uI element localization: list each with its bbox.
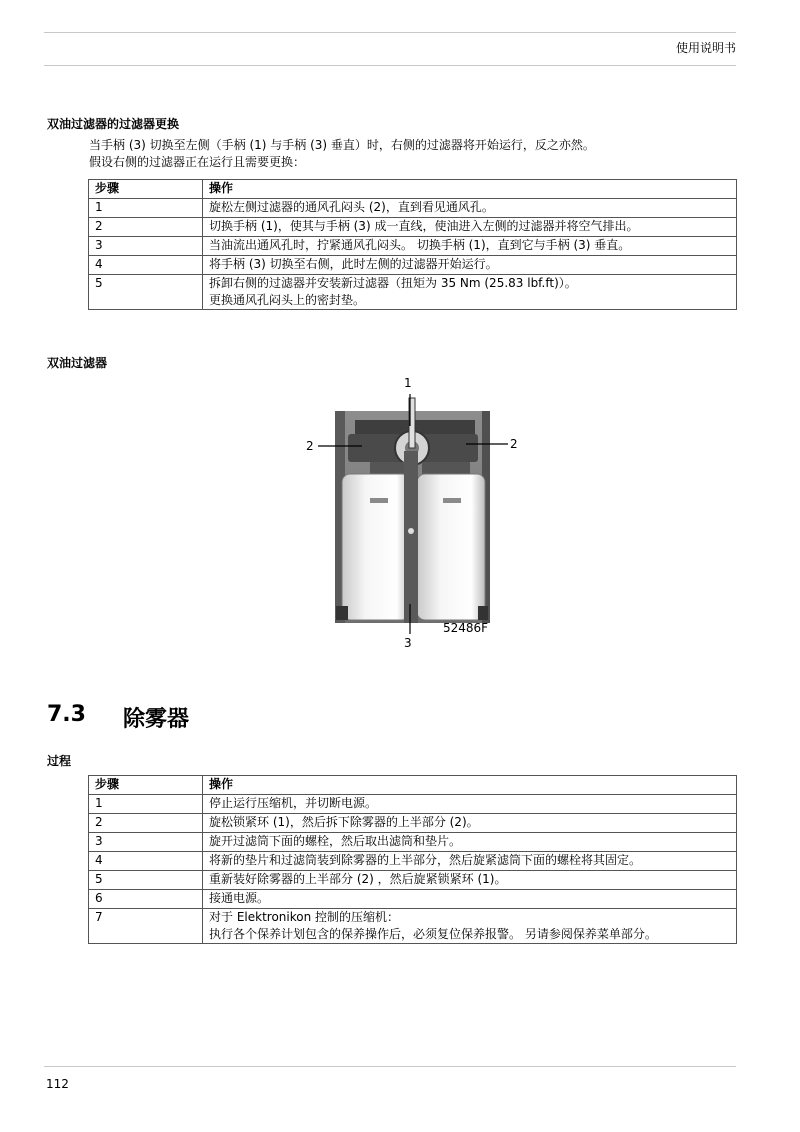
step-number: 2 [89,814,203,833]
table-row [89,890,737,909]
footer-rule [44,1066,736,1067]
intro-line-1: 当手柄 (3) 切换至左侧（手柄 (1) 与手柄 (3) 垂直）时，右侧的过滤器将开始运行，反之亦然。 [89,138,595,152]
filter-replacement-table [88,179,737,310]
step-action: 当油流出通风孔时，拧紧通风孔闷头。 切换手柄 (1)，直到它与手柄 (3) 垂直。 [203,237,737,256]
step-action: 旋开过滤筒下面的螺栓，然后取出滤筒和垫片。 [203,833,737,852]
step-action-line-2: 执行各个保养计划包含的保养操作后，必须复位保养报警。 另请参阅保养菜单部分。 [209,927,657,941]
column-header-action: 操作 [203,180,737,199]
step-action-line-1: 对于 Elektronikon 控制的压缩机： [209,910,400,924]
callout-label-left: 2 [306,439,314,453]
column-header-action: 操作 [203,776,737,795]
step-number: 4 [89,852,203,871]
table-row [89,218,737,237]
column-header-step: 步骤 [89,180,203,199]
step-action: 将新的垫片和过滤筒装到除雾器的上半部分，然后旋紧滤筒下面的螺栓将其固定。 [203,852,737,871]
table-header-row [89,776,737,795]
step-action: 旋松左侧过滤器的通风孔闷头 (2)，直到看见通风孔。 [203,199,737,218]
step-number: 1 [89,199,203,218]
step-action [203,275,737,310]
table-row [89,199,737,218]
table-row [89,275,737,310]
step-action: 接通电源。 [203,890,737,909]
callout-label-right: 2 [510,437,518,451]
table-header-row [89,180,737,199]
header-rule-bottom [44,65,736,66]
step-number: 4 [89,256,203,275]
section-title: 除雾器 [123,707,190,732]
intro-paragraph [89,137,595,171]
table-row [89,909,737,944]
figure-heading: 双油过滤器 [47,356,108,370]
step-number: 6 [89,890,203,909]
page-number: 112 [46,1077,69,1091]
step-action: 停止运行压缩机，并切断电源。 [203,795,737,814]
step-action: 切换手柄 (1)，使其与手柄 (3) 成一直线，使油进入左侧的过滤器并将空气排出。 [203,218,737,237]
table-row [89,833,737,852]
step-action [203,909,737,944]
step-action: 重新装好除雾器的上半部分 (2) ，然后旋紧锁紧环 (1)。 [203,871,737,890]
table-row [89,256,737,275]
step-number: 3 [89,237,203,256]
step-number: 5 [89,275,203,310]
step-number: 3 [89,833,203,852]
column-header-step: 步骤 [89,776,203,795]
step-action: 将手柄 (3) 切换至右侧，此时左侧的过滤器开始运行。 [203,256,737,275]
table-row [89,237,737,256]
demister-procedure-table [88,775,737,944]
step-number: 5 [89,871,203,890]
callout-label-bottom: 3 [404,636,412,650]
step-action-line-2: 更换通风孔闷头上的密封垫。 [209,293,366,307]
dual-oil-filter-photo [300,376,520,652]
section-number: 7.3 [47,702,86,727]
step-action-line-1: 拆卸右侧的过滤器并安装新过滤器（扭矩为 35 Nm (25.83 lbf.ft)）。 [209,276,577,290]
figure-code: 52486F [443,621,489,635]
dual-oil-filter-figure [300,376,520,652]
table-row [89,814,737,833]
document-title: 使用说明书 [675,41,736,55]
section-heading-filter-replacement: 双油过滤器的过滤器更换 [47,117,180,131]
table-row [89,795,737,814]
step-number: 1 [89,795,203,814]
step-number: 2 [89,218,203,237]
step-action: 旋松锁紧环 (1)，然后拆下除雾器的上半部分 (2)。 [203,814,737,833]
step-number: 7 [89,909,203,944]
table-row [89,852,737,871]
callout-label-top: 1 [404,376,412,390]
intro-line-2: 假设右侧的过滤器正在运行且需要更换： [89,155,306,169]
header-rule-top [44,32,736,33]
procedure-heading: 过程 [47,754,72,768]
table-row [89,871,737,890]
